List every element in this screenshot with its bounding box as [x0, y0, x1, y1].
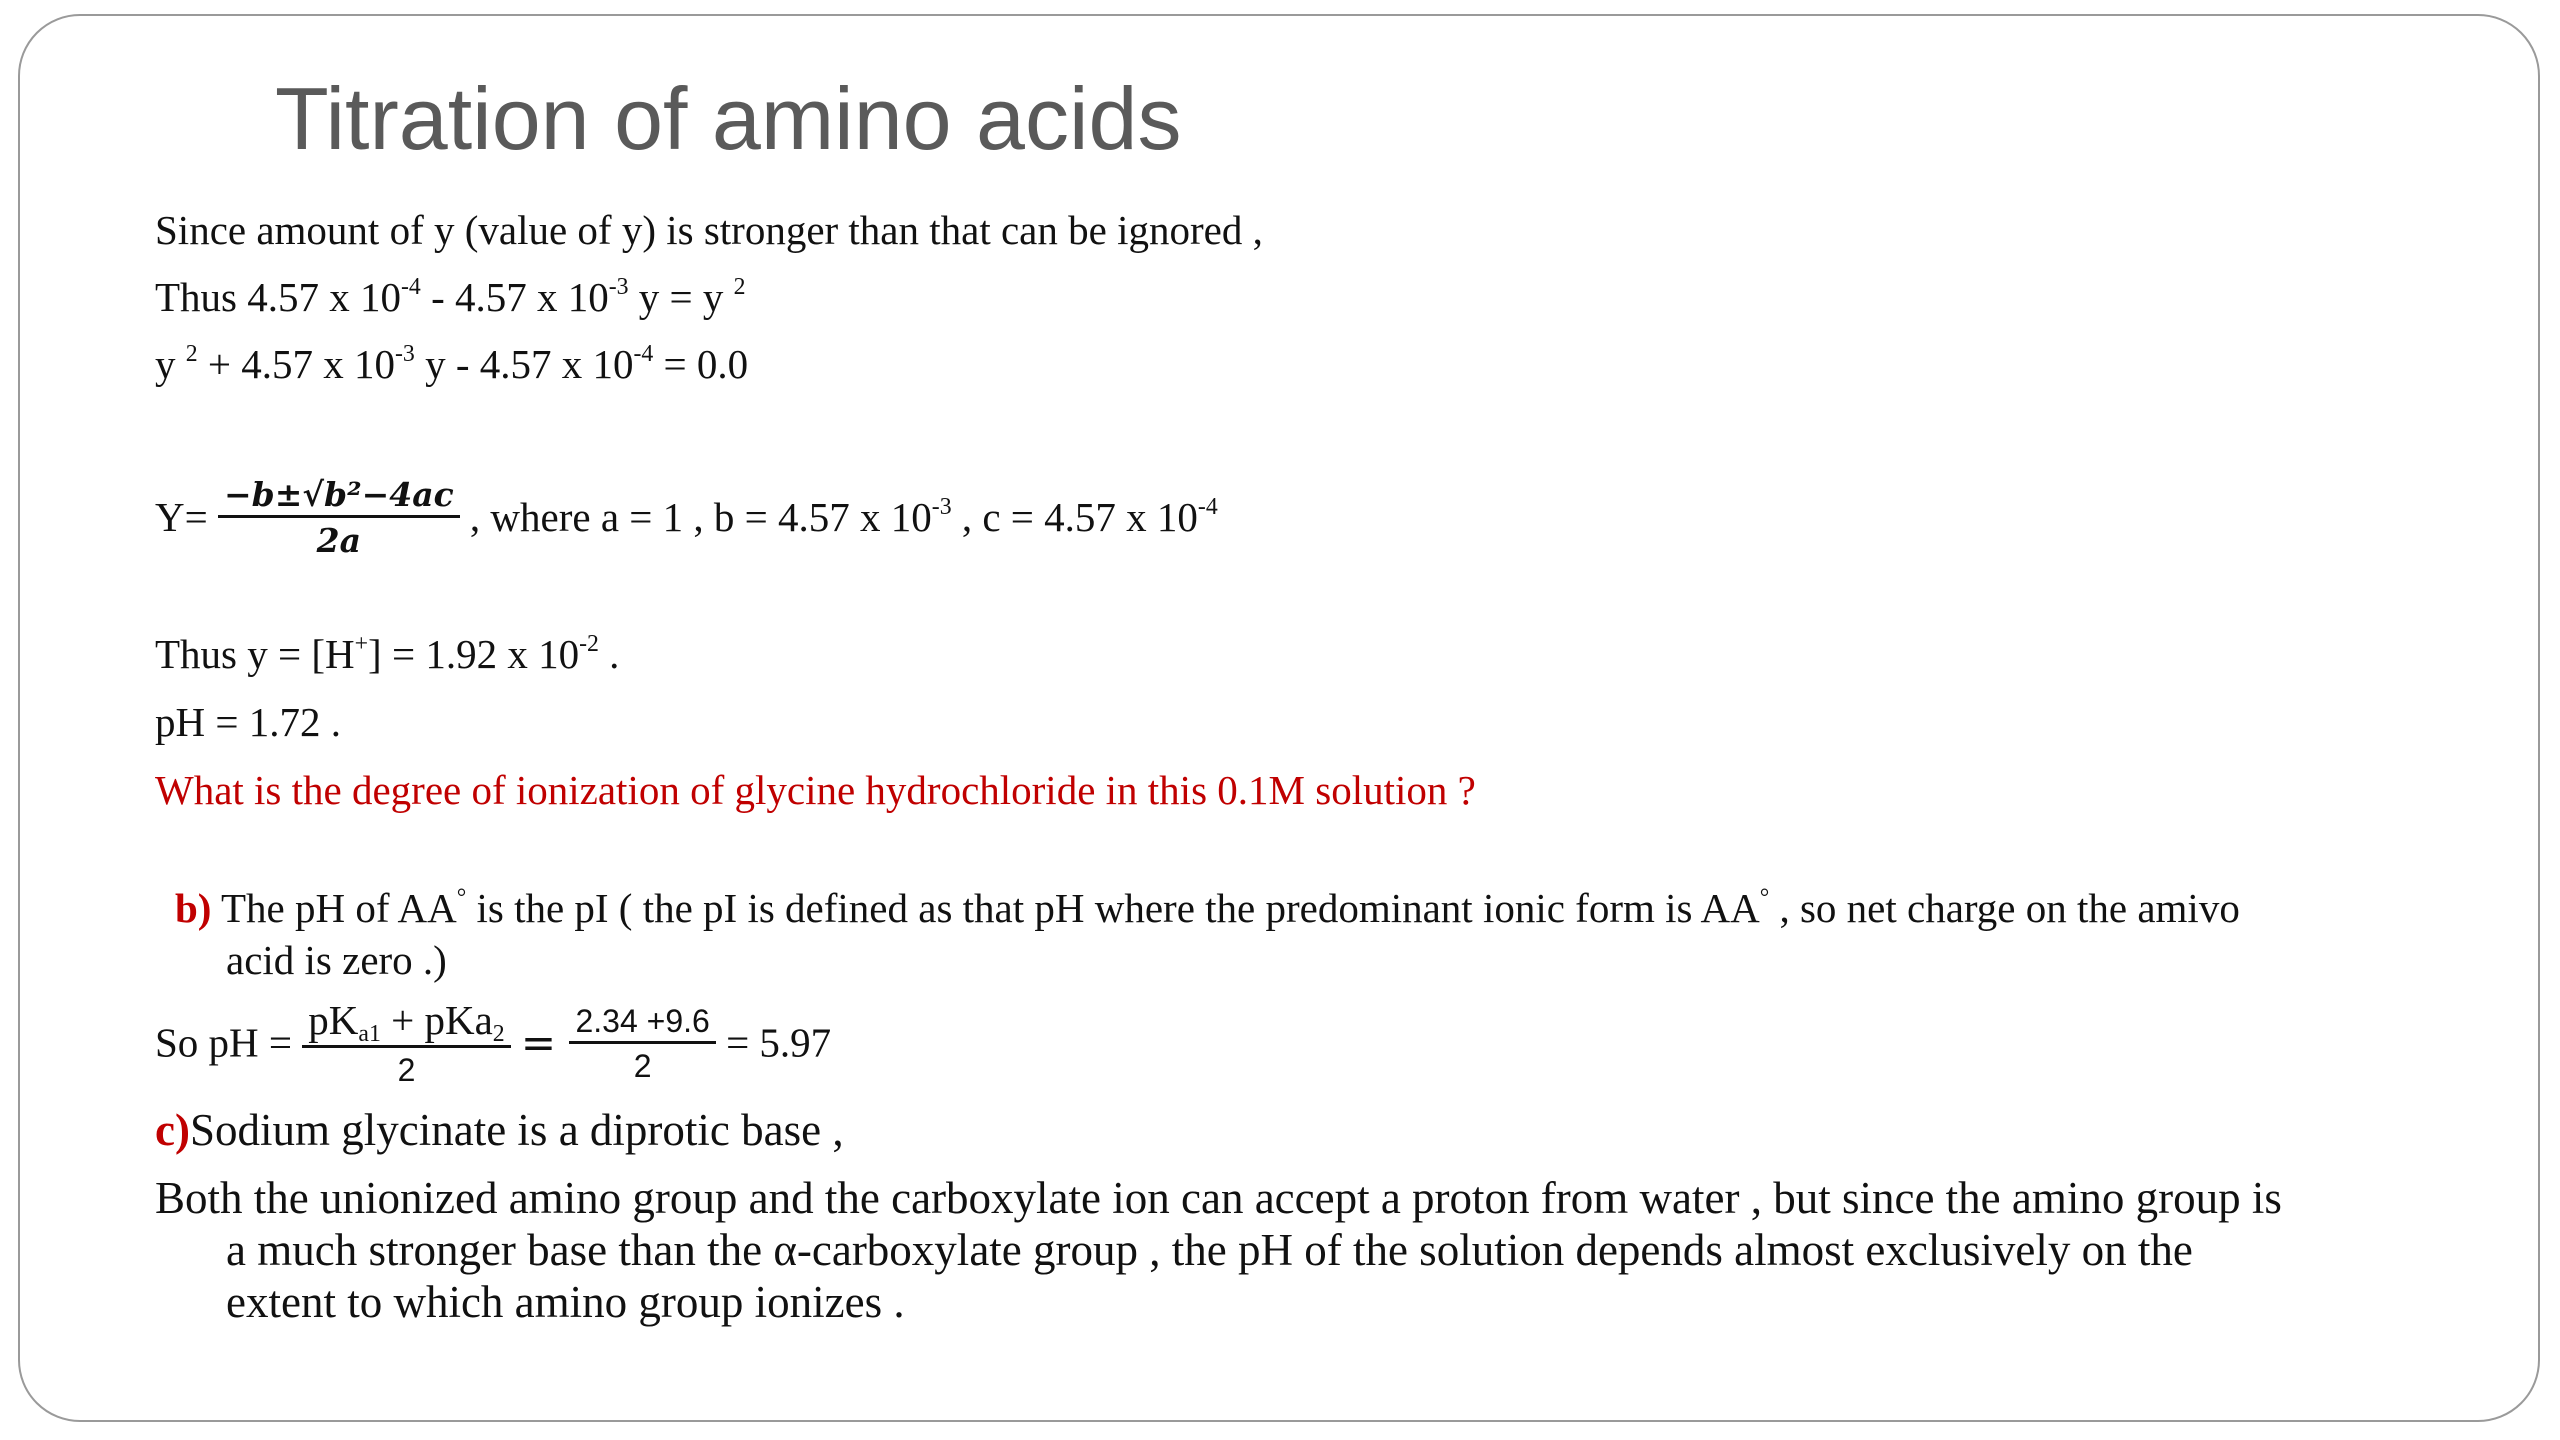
- part-b-line: b) The pH of AA° is the pI ( the pI is defined as that pH where the predominant ionic form is AA° , so net charge on the amivo: [175, 884, 2240, 931]
- paragraph-line-3: extent to which amino group ionizes .: [226, 1277, 905, 1327]
- slide-title: Titration of amino acids: [275, 69, 1182, 168]
- part-b-continuation: acid is zero .): [226, 937, 447, 983]
- value-fraction: $\frac{2.34 +9.6}{2}$: [569, 1005, 715, 1082]
- quadratic-formula-line: Y= $\frac{\text{−b±√b²−4ac}}{2a}$ , where a = 1 , b = 4.57 x $10^{-3}$ , c = 4.57 x $10^{-4}$: [155, 475, 1218, 560]
- text-line-1: Since amount of y (value of y) is stronger than that can be ignored ,: [155, 207, 1263, 253]
- text-line-3: y $^2$ + 4.57 x $10^{-3}$ y - 4.57 x $10^{-4} = 0.0$: [155, 340, 749, 387]
- pi-equation-line: So pH = $\frac{pK_{a1} + pKa_2}{2}$ = $\frac{2.34 +9.6}{2}$ = 5.97: [155, 997, 832, 1088]
- paragraph-line-1: Both the unionized amino group and the carboxylate ion can accept a proton from water , but since the amino group is: [155, 1173, 2282, 1223]
- quadratic-formula: $\frac{\text{−b±√b²−4ac}}{2a}$: [218, 478, 460, 557]
- paragraph-line-2: a much stronger base than the α-carboxylate group , the pH of the solution depends almost exclusively on the: [226, 1225, 2193, 1275]
- pka-fraction: $\frac{pK_{a1} + pKa_2}{2}$: [302, 1000, 510, 1086]
- part-c-line: c)Sodium glycinate is a diprotic base ,: [155, 1105, 844, 1155]
- text-line-2: Thus 4.57 x $10^{-4} - 4.57$ x $10^{-3}$ y = y $^2$: [155, 273, 746, 320]
- question-text: What is the degree of ionization of glycine hydrochloride in this 0.1M solution ?: [155, 767, 1476, 813]
- text-line-hplus: Thus y = [H+] = 1.92 x $10^{-2}$ .: [155, 630, 620, 677]
- text-line-ph: pH = 1.72 .: [155, 699, 341, 745]
